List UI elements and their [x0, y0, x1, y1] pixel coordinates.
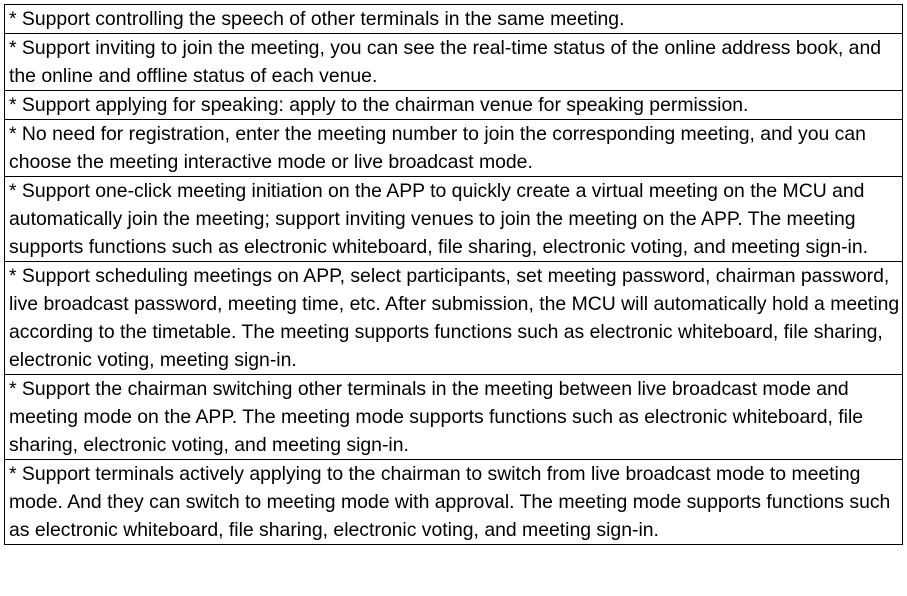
table-row	[5, 460, 903, 545]
feature-cell: * Support scheduling meetings on APP, select participants, set meeting password, chairman password, live broadcast password, meeting time, etc. After submission, the MCU will automatically hold a meeting according to the timetable. The meeting supports functions such as electronic whiteboard, file sharing, electronic voting, meeting sign-in.	[5, 262, 903, 375]
feature-cell: * Support the chairman switching other terminals in the meeting between live broadcast mode and meeting mode on the APP. The meeting mode supports functions such as electronic whiteboard, file sharing, electronic voting, and meeting sign-in.	[5, 375, 903, 460]
table-row	[5, 34, 903, 91]
feature-cell: * Support inviting to join the meeting, you can see the real-time status of the online address book, and the online and offline status of each venue.	[5, 34, 903, 91]
table-row	[5, 177, 903, 262]
feature-cell: * No need for registration, enter the meeting number to join the corresponding meeting, and you can choose the meeting interactive mode or live broadcast mode.	[5, 120, 903, 177]
table-row	[5, 120, 903, 177]
feature-cell: * Support one-click meeting initiation on the APP to quickly create a virtual meeting on the MCU and automatically join the meeting; support inviting venues to join the meeting on the APP. The meeting supports functions such as electronic whiteboard, file sharing, electronic voting, and meeting sign-in.	[5, 177, 903, 262]
table-row	[5, 91, 903, 120]
table-row	[5, 5, 903, 34]
table-row	[5, 262, 903, 375]
table-row	[5, 375, 903, 460]
feature-table	[4, 4, 903, 545]
feature-cell: * Support controlling the speech of other terminals in the same meeting.	[5, 5, 903, 34]
feature-cell: * Support terminals actively applying to the chairman to switch from live broadcast mode to meeting mode. And they can switch to meeting mode with approval. The meeting mode supports functions such as electronic whiteboard, file sharing, electronic voting, and meeting sign-in.	[5, 460, 903, 545]
feature-cell: * Support applying for speaking: apply to the chairman venue for speaking permission.	[5, 91, 903, 120]
